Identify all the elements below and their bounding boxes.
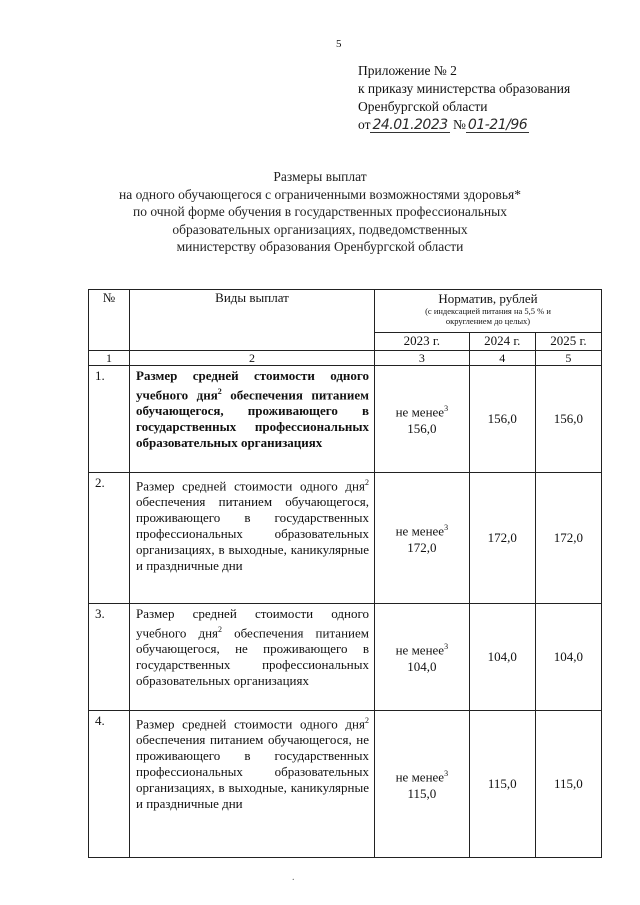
- row-desc-part-b: обеспечения питанием обучающегося, не проживающего в государственных профессиональных образовательных организациях, в выходные, каникулярные и праздничные дни: [136, 732, 369, 812]
- value-2023-number: 104,0: [407, 658, 437, 674]
- row-desc-part-b: обеспечения питанием обучающегося, проживающего в государственных профессиональных образовательных организациях: [136, 387, 369, 451]
- table-row: [89, 711, 602, 858]
- row-desc-part-b: обеспечения питанием обучающегося, не проживающего в государственных профессиональных образовательных организациях: [136, 625, 369, 689]
- value-2023-number: 115,0: [407, 785, 437, 801]
- value-2023-number: 172,0: [407, 539, 437, 555]
- header-number: №: [89, 290, 130, 351]
- condition-label: не менее$^3$: [395, 523, 449, 539]
- header-year-2024: 2024 г.: [469, 333, 535, 351]
- value-2024: 104,0: [469, 604, 535, 711]
- header-year-2025: 2025 г.: [535, 333, 601, 351]
- index-cell: 5: [535, 351, 601, 366]
- row-number: 4.: [89, 711, 130, 858]
- value-2025: 172,0: [535, 473, 601, 604]
- table-index-row: [89, 351, 602, 366]
- table-header-row: [89, 290, 602, 333]
- condition-label: не менее$^3$: [395, 642, 449, 658]
- row-number: 1.: [89, 366, 130, 473]
- index-cell: 2: [130, 351, 375, 366]
- title-line-2: на одного обучающегося с ограниченными возможностями здоровья*: [119, 186, 521, 202]
- footnote-mark: 2: [365, 716, 369, 725]
- index-cell: 4: [469, 351, 535, 366]
- index-cell: 1: [89, 351, 130, 366]
- header-norm-title: Норматив, рублей: [438, 291, 538, 306]
- header-norm-note-2: округлением до целых): [445, 316, 531, 326]
- from-label: от: [358, 117, 371, 132]
- title-line-3: по очной форме обучения в государственных профессиональных: [133, 204, 507, 219]
- page-number: 5: [336, 38, 342, 50]
- title-line-5: министерству образования Оренбургской области: [176, 239, 464, 254]
- index-cell: 3: [375, 351, 470, 366]
- value-2025: 104,0: [535, 604, 601, 711]
- table-row: [89, 473, 602, 604]
- value-2023-number: 156,0: [407, 420, 437, 436]
- appendix-line-1: Приложение № 2: [358, 63, 457, 78]
- value-2023: [375, 473, 470, 604]
- title-line-1: Размеры выплат: [273, 169, 367, 184]
- order-date-number: [358, 116, 570, 134]
- row-desc-part-a: Размер средней стоимости одного дня: [136, 716, 365, 732]
- title-line-4: образовательных организациях, подведомственных: [172, 221, 468, 237]
- table-row: [89, 604, 602, 711]
- number-label: №: [453, 117, 466, 132]
- header-payment-types: Виды выплат: [130, 290, 375, 351]
- condition-label: не менее$^3$: [395, 404, 449, 420]
- value-2024: 172,0: [469, 473, 535, 604]
- footer-mark: .: [292, 872, 295, 883]
- document-title: [90, 168, 550, 256]
- row-description: [130, 604, 375, 711]
- row-desc-part-a: Размер средней стоимости одного дня: [136, 478, 365, 494]
- row-desc-part-a: Размер средней стоимости одного учебного дня: [136, 368, 369, 403]
- value-2024: 115,0: [469, 711, 535, 858]
- value-2024: 156,0: [469, 366, 535, 473]
- row-description: [130, 366, 375, 473]
- header-norm-note-1: (с индексацией питания на 5,5 % и: [425, 306, 551, 316]
- payments-table: [88, 289, 602, 858]
- header-year-2023: 2023 г.: [375, 333, 470, 351]
- appendix-line-3: Оренбургской области: [358, 99, 488, 114]
- appendix-block: [358, 62, 570, 134]
- appendix-line-2: к приказу министерства образования: [358, 81, 571, 96]
- row-desc-part-b: обеспечения питанием обучающегося, проживающего в государственных профессиональных образовательных организациях, в выходные, каникулярные и праздничные дни: [136, 494, 369, 574]
- handwritten-number: 01-21/96: [467, 117, 528, 133]
- value-2023: [375, 366, 470, 473]
- footnote-mark: 2: [218, 625, 223, 634]
- header-norm: [375, 290, 602, 333]
- value-2025: 156,0: [535, 366, 601, 473]
- condition-label: не менее$^3$: [395, 769, 449, 785]
- row-desc-part-a: Размер средней стоимости одного учебного дня: [136, 606, 369, 641]
- row-description: [130, 473, 375, 604]
- row-number: 3.: [89, 604, 130, 711]
- row-description: [130, 711, 375, 858]
- value-2025: 115,0: [535, 711, 601, 858]
- table-row: [89, 366, 602, 473]
- row-number: 2.: [89, 473, 130, 604]
- value-2023: [375, 711, 470, 858]
- footnote-mark: 2: [365, 478, 369, 487]
- value-2023: [375, 604, 470, 711]
- handwritten-date: 24.01.2023: [372, 117, 448, 133]
- footnote-mark: 2: [217, 387, 222, 396]
